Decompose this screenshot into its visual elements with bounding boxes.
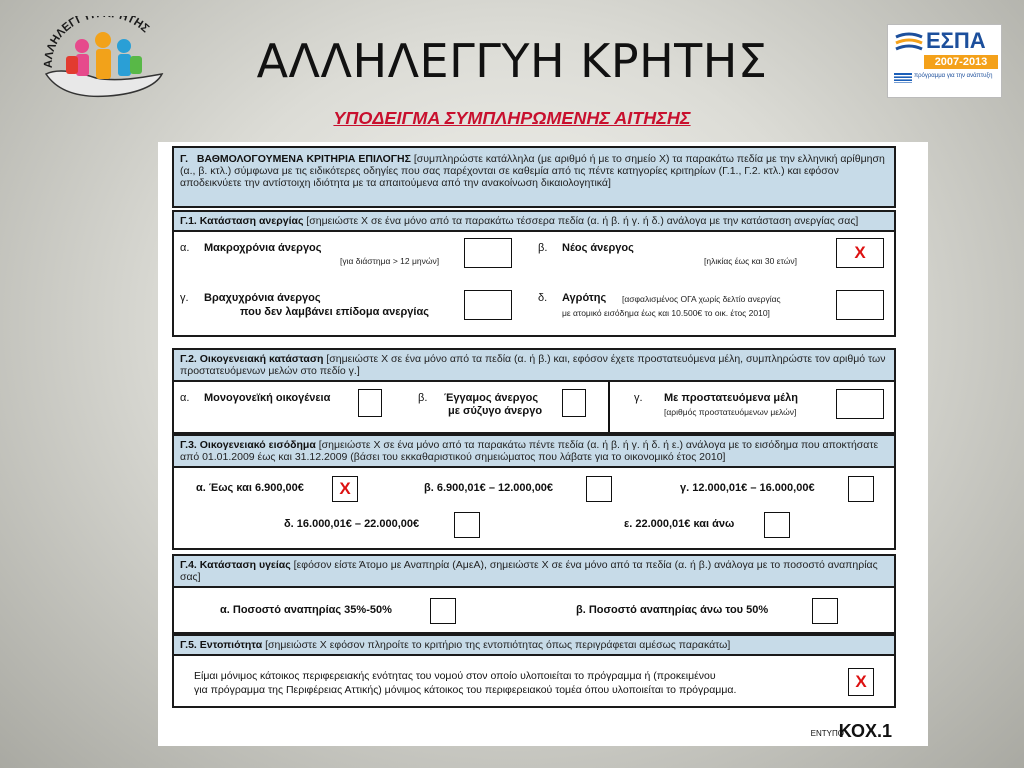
section-g4-text: [εφόσον είστε Άτομο με Αναπηρία (ΑμεΑ), σημειώστε Χ σε ένα μόνο από τα πεδία (α. ή β.) ανάλογα με το ποσοστό αναπηρίας σας] [180,559,878,583]
section-g1-code: Γ.1. [180,215,197,227]
g2-c-note: [αριθμός προστατευόμενων μελών] [664,407,797,417]
g4-a-checkbox[interactable] [430,598,456,624]
section-g5-text: [σημειώστε Χ εφόσον πληροίτε το κριτήριο της εντοπιότητας όπως περιγράφεται αμέσως παρακάτω] [265,639,731,651]
g4-a-label: α. Ποσοστό αναπηρίας 35%-50% [220,604,392,616]
g3-a-label: α. Έως και 6.900,00€ [196,482,304,494]
section-g5 [172,634,896,708]
section-g2-text: [σημειώστε Χ σε ένα μόνο από τα πεδία (α. ή β.) και, εφόσον έχετε προστατευόμενα μέλη, συμπληρώστε τον αριθμό των προστατευόμενων μελών στο πεδίο γ.] [180,353,886,377]
g5-line-2: για πρόγραμμα της Περιφέρειας Αττικής) μόνιμος κάτοικος του περιφερειακού τομέα όπου υλοποιείται το πρόγραμμα. [194,684,737,696]
section-g4-code: Γ.4. [180,559,197,571]
g3-d-checkbox[interactable] [454,512,480,538]
g1-d-checkbox[interactable] [836,290,884,320]
g1-d-label: δ. [538,292,548,304]
g2-b-title-1: Έγγαμος άνεργος [444,392,539,404]
form-code-label: ΕΝΤΥΠΟ [810,729,844,738]
g3-b-checkbox[interactable] [586,476,612,502]
g1-a-label: α. [180,242,190,254]
g3-b-label: β. 6.900,01€ – 12.000,00€ [424,482,554,494]
g2-a-label: α. [180,392,190,404]
section-g3-text: [σημειώστε Χ σε ένα μόνο από τα παρακάτω πέντε πεδία (α. ή β. ή γ. ή δ. ή ε.) ανάλογα με το εισόδημα που αποκτήσατε από 01.01.2009 έως και 31.12.2009 (βάσει του εκκαθαριστικού σημειώματος που λάβατε για το οικονομικό έτος 2010] [180,439,879,463]
section-g1-title: Κατάσταση ανεργίας [199,215,304,227]
g1-a-checkbox[interactable] [464,238,512,268]
logo-text: ΑΛΛΗΛΕΓΓΥ ΗΤΗΣ [42,16,152,69]
greek-flag-icon [894,73,912,83]
g1-d-note-1: [ασφαλισμένος ΟΓΑ χωρίς δελτίο ανεργίας [622,294,781,304]
section-g3-title: Οικογενειακό εισόδημα [199,439,316,451]
section-g2-title: Οικογενειακή κατάσταση [199,353,324,365]
espa-tagline: πρόγραμμα για την ανάπτυξη [914,73,993,79]
g2-divider [608,382,610,432]
g1-d-title: Αγρότης [562,292,607,304]
section-g [172,146,896,208]
g1-b-checkbox[interactable]: Χ [836,238,884,268]
section-g3 [172,434,896,550]
g1-c-title-2: που δεν λαμβάνει επίδομα ανεργίας [240,306,429,318]
g4-b-label: β. Ποσοστό αναπηρίας άνω του 50% [576,604,769,616]
section-g1 [172,210,896,337]
section-g2 [172,348,896,434]
section-g4-title: Κατάσταση υγείας [199,559,291,571]
g3-d-label: δ. 16.000,01€ – 22.000,00€ [284,518,420,530]
espa-years: 2007-2013 [924,55,998,69]
form-code: ΚΟΧ.1 [838,721,892,741]
g5-checkbox[interactable]: Χ [848,668,874,696]
g2-b-label: β. [418,392,428,404]
g1-a-note: [για διάστημα > 12 μηνών] [340,256,440,266]
g1-d-note-2: με ατομικό εισόδημα έως και 10.500€ το οικ. έτος 2010] [562,308,770,318]
g1-a-title: Μακροχρόνια άνεργος [204,242,322,254]
g2-c-label: γ. [634,392,643,404]
solidarity-logo [38,16,168,106]
g1-c-label: γ. [180,292,189,304]
g2-a-title: Μονογονεϊκή οικογένεια [204,392,331,404]
g1-c-checkbox[interactable] [464,290,512,320]
espa-waves-icon [894,31,924,55]
g3-a-checkbox[interactable]: Χ [332,476,358,502]
g1-b-label: β. [538,242,548,254]
section-g-code: Γ. [180,153,189,165]
g2-c-number-field[interactable] [836,389,884,419]
application-form-document [158,142,928,746]
section-g-title: ΒΑΘΜΟΛΟΓΟΥΜΕΝΑ ΚΡΙΤΗΡΙΑ ΕΠΙΛΟΓΗΣ [196,153,411,165]
g1-c-title-1: Βραχυχρόνια άνεργος [204,292,321,304]
g5-line-1: Είμαι μόνιμος κάτοικος περιφερειακής ενότητας του νομού στον οποίο υλοποιείται το πρόγραμμα ή (προκειμένου [194,670,716,682]
g4-b-checkbox[interactable] [812,598,838,624]
section-g2-code: Γ.2. [180,353,197,365]
section-g-text: [συμπληρώστε κατάλληλα (με αριθμό ή με το σημείο Χ) τα παρακάτω πεδία με την ελληνική αρίθμηση (α., β. κτλ.) σύμφωνα με τις ειδικότερες οδηγίες που σας παρέχονται σε καθεμία από τις πέντε κατηγορίες κριτηρίων (Γ.1., Γ.2. κτλ.) και εφόσον αποδεικνύετε την αντίστοιχη ιδιότητα με τα απαιτούμενα από την ανακοίνωση δικαιολογητικά] [180,153,885,189]
espa-logo [887,24,1002,98]
g2-b-checkbox[interactable] [562,389,586,417]
section-g3-code: Γ.3. [180,439,197,451]
g1-b-note: [ηλικίας έως και 30 ετών] [704,256,798,266]
g3-c-checkbox[interactable] [848,476,874,502]
espa-label: ΕΣΠΑ [926,28,986,53]
section-g4 [172,554,896,634]
section-g1-text: [σημειώστε Χ σε ένα μόνο από τα παρακάτω τέσσερα πεδία (α. ή β. ή γ. ή δ.) ανάλογα με την κατάσταση ανεργίας σας] [306,215,859,227]
g2-a-checkbox[interactable] [358,389,382,417]
section-g5-title: Εντοπιότητα [199,639,263,651]
g2-c-title: Με προστατευόμενα μέλη [664,392,798,404]
g1-b-title: Νέος άνεργος [562,242,634,254]
section-g5-code: Γ.5. [180,639,197,651]
g3-e-label: ε. 22.000,01€ και άνω [624,518,735,530]
g3-e-checkbox[interactable] [764,512,790,538]
page-title: ΑΛΛΗΛΕΓΓΥΗ ΚΡΗΤΗΣ [256,34,768,88]
page-subtitle: ΥΠΟΔΕΙΓΜΑ ΣΥΜΠΛΗΡΩΜΕΝΗΣ ΑΙΤΗΣΗΣ [333,108,691,128]
g2-b-title-2: με σύζυγο άνεργο [448,405,543,417]
g3-c-label: γ. 12.000,01€ – 16.000,00€ [680,482,815,494]
